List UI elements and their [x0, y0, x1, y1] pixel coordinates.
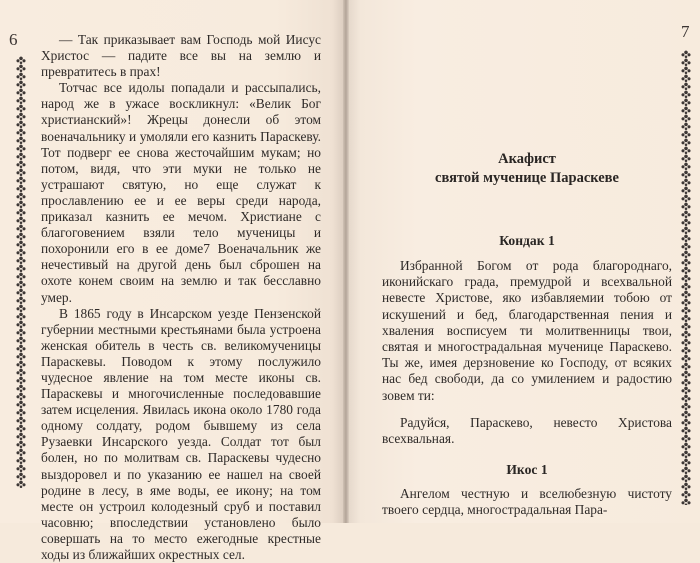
kondak-text: [382, 258, 672, 404]
chapter-title: [382, 150, 672, 188]
title-line-2: святой мученице Параскеве: [435, 170, 619, 186]
kondak-heading: Кондак 1: [499, 233, 555, 248]
ornamental-border-icon: [681, 50, 691, 505]
left-page-text: [41, 32, 321, 563]
paragraph: В 1865 году в Инсарском уезде Пензенской губернии местными крестьянами была устроена женская обитель в честь св. великомученицы Параскевы. Поводом к этому послужило чудесное явление на том месте иконы св. Параскевы и многочисленные последовавшие затем исцеления. Явилась икона около 1780 года одному солдату, родом бывшему из села Рузаевки Инсарского уезда. Солдат тот был болен, но по молитвам св. Параскевы чудесно выздоровел и по указанию ее нашел на своей родине в лесу, в яме воды, ее икону; на том месте он устроил колодезный сруб и поставил часовню; впоследствии установлено было совершать на то место ежегодные крестные ходы из ближайших окрестных сел.: [41, 305, 321, 562]
ikos-heading: Икос 1: [506, 462, 548, 477]
left-page: [0, 0, 346, 562]
ikos-text: [382, 486, 672, 518]
paragraph: Тотчас все идолы попадали и рассыпались, народ же в ужасе воскликнул: «Велик Бог христианский»! Жрецы донесли об этом военачальнику и умоляли его казнить Параскеву. Тот подверг ее снова жесточайшим мукам; но потом, видя, что эти муки не только не устрашают святую, но еще служат к прославлению ее и ее веры среди народа, приказал казнить ее мечом. Христиане с благоговением взяли тело мученицы и похоронили его в ее доме7 Военачальник же нечестивый на другой день был сброшен на охоте конем своим на землю и так бесславно умер.: [41, 80, 321, 305]
title-line-1: Акафист: [498, 151, 556, 167]
book-gutter: [343, 0, 349, 523]
paragraph: Избранной Богом от рода благороднаго, иконийскаго града, премудрой и всехвальной невесте Христове, яко избавляемии тобою от искушений и бед, благодарственная пения и хваления восписуем ти молитвенницы твои, святая и многострадальная мученице Параскево. Ты же, имея дерзновение ко Господу, от всяких нас бед свободи, да со умилением и радостию зовем ти:: [382, 258, 672, 403]
page-number-left: 6: [9, 30, 18, 49]
paragraph: — Так приказывает вам Господь мой Иисус Христос — падите все вы на землю и превратитесь в прах!: [41, 32, 321, 80]
ornamental-border-icon: [16, 56, 26, 488]
refrain-text: [382, 415, 672, 447]
paragraph: Радуйся, Параскево, невесто Христова всехвальная.: [382, 415, 672, 447]
paragraph: Ангелом честную и вселюбезную чистоту твоего сердца, многострадальная Пара-: [382, 486, 672, 518]
page-number-right: 7: [681, 22, 690, 41]
